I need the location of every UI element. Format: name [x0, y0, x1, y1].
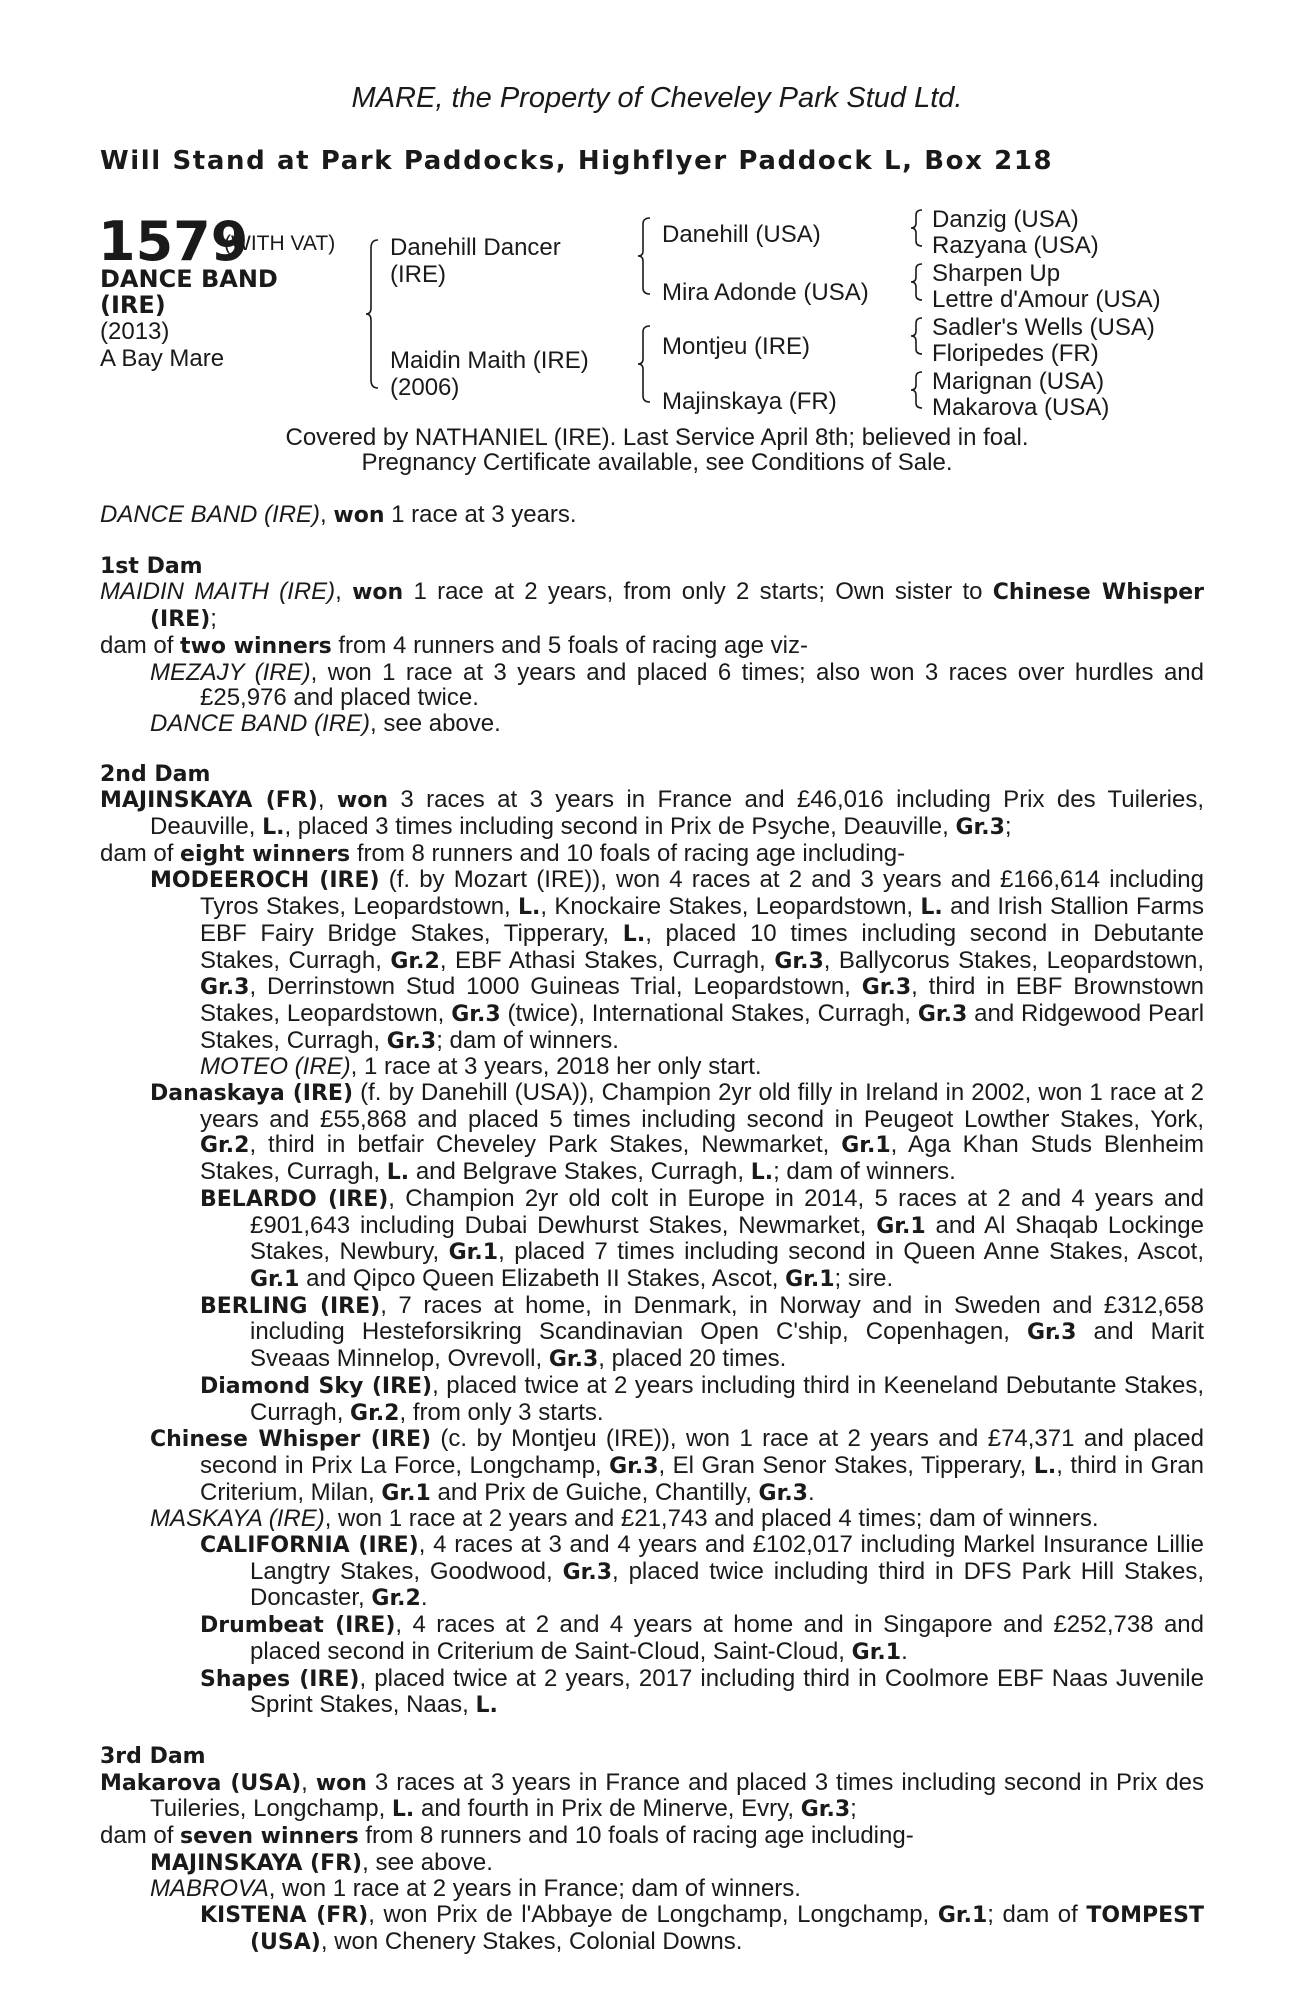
second-dam-produce-text: from 8 runners and 10 foals of racing age including- [356, 839, 906, 867]
danaskaya-text: ; dam of winners. [773, 1158, 956, 1186]
grade-3: Gr.3 [955, 815, 1005, 841]
grade-3: Gr.3 [800, 1797, 851, 1823]
tompest-text: , won Chenery Stakes, Colonial Downs. [320, 1927, 743, 1955]
kistena-text: , won Prix de l'Abbaye de Longchamp, Longchamp, [368, 1901, 930, 1929]
modeeroch-entry [100, 867, 1204, 1054]
modeeroch-text: ; dam of winners. [436, 1026, 619, 1054]
pedigree-dds: Marignan (USA) [932, 368, 1105, 395]
horse-country: (IRE) [100, 291, 166, 319]
first-dam-winners: two winners [180, 633, 332, 659]
grade-1: Gr.1 [250, 1266, 300, 1292]
first-dam-entry: MAIDIN MAITH (IRE), won 1 race at 2 years, from only 2 starts; Own sister to Chinese Whisper (IRE); [100, 578, 1205, 633]
grade-3: Gr.3 [451, 1001, 501, 1027]
second-dam-text2: , placed 3 times including second in Prix de Psyche, Deauville, [284, 813, 949, 841]
grade-1: Gr.1 [785, 1266, 835, 1292]
first-dam-sister: Chinese Whisper (IRE) [150, 580, 1205, 633]
lot-number: 1579 [98, 210, 249, 273]
modeeroch-text: (f. by Mozart (IRE)), won 4 races at 2 and 3 years and £166,614 including Tyros Stakes, Leopardstown, [200, 866, 1204, 921]
diamond-sky-text: , placed twice at 2 years including third in Keeneland Debutante Stakes, Curragh, [250, 1371, 1204, 1426]
pedigree-brace-sire [636, 216, 658, 296]
third-dam-heading: 3rd Dam [100, 1743, 206, 1769]
pedigree-brace-ds [908, 316, 928, 356]
danceband-name: DANCE BAND (IRE) [150, 709, 371, 737]
berling-name: BERLING (IRE) [200, 1293, 381, 1319]
grade-3: Gr.3 [917, 1001, 968, 1027]
grade-3: Gr.3 [758, 1480, 808, 1506]
danaskaya-name: Danaskaya (IRE) [150, 1081, 354, 1107]
covering-line-1: Covered by NATHANIEL (IRE). Last Service April 8th; believed in foal. [285, 424, 1029, 451]
drumbeat-text: . [901, 1637, 908, 1665]
first-dam-heading: 1st Dam [100, 553, 203, 579]
grade-3: Gr.3 [861, 975, 912, 1001]
pedigree-sire-country: (IRE) [390, 261, 446, 288]
grade-2: Gr.2 [200, 1133, 250, 1159]
third-dam-entry: Makarova (USA), won 3 races at 3 years in France and placed 3 times including second in Prix des Tuileries, Longchamp, L. and fourth in Prix de Minerve, Evry, Gr.3; [100, 1768, 1205, 1823]
horse-year: (2013) [100, 318, 170, 345]
danaskaya-text: , Aga Khan Studs Blenheim Stakes, Curragh, [200, 1131, 1204, 1186]
horse-name: DANCE BAND [100, 265, 278, 293]
shapes-name: Shapes (IRE) [200, 1666, 360, 1692]
danaskaya-text: (f. by Danehill (USA)), Champion 2yr old filly in Ireland in 2002, won 1 race at 2 years and £55,868 and placed 5 times including second in Peugeot Lowther Stakes, York, [200, 1079, 1204, 1133]
modeeroch-text: , Ballycorus Stakes, Leopardstown, [823, 946, 1205, 974]
modeeroch-text: , Knockaire Stakes, Leopardstown, [540, 893, 914, 921]
pedigree-dam: Maidin Maith (IRE) [390, 347, 589, 374]
moteo-name: MOTEO (IRE) [200, 1053, 351, 1081]
stand-location: Will Stand at Park Paddocks, Highflyer Paddock L, Box 218 [100, 146, 1054, 176]
second-dam-entry: MAJINSKAYA (FR), won 3 races at 3 years in France and £46,016 including Prix des Tuileries, Deauville, L., placed 3 times including second in Prix de Psyche, Deauville, Gr.3; [100, 786, 1205, 841]
maskaya-name: MASKAYA (IRE) [150, 1505, 325, 1533]
grade-2: Gr.2 [371, 1586, 421, 1612]
belardo-entry [100, 1186, 1204, 1293]
california-name: CALIFORNIA (IRE) [200, 1533, 419, 1559]
chinese-whisper-text: , third in Gran Criterium, Milan, [200, 1451, 1205, 1506]
diamond-sky-text: , from only 3 starts. [399, 1398, 604, 1426]
drumbeat-text: , 4 races at 2 and 4 years at home and in Singapore and £252,738 and placed second in Criterium de Saint-Cloud, Saint-Cloud, [250, 1611, 1204, 1665]
chinese-whisper-text: and Prix de Guiche, Chantilly, [437, 1478, 752, 1506]
shapes-entry [100, 1666, 1204, 1719]
second-dam-text1: 3 races at 3 years in France and £46,016 including Prix des Tuileries, Deauville, [150, 786, 1205, 841]
chinese-whisper-text: , El Gran Senor Stakes, Tipperary, [658, 1451, 1027, 1479]
pedigree-brace-dd [908, 370, 928, 410]
grade-1: Gr.1 [937, 1903, 988, 1929]
first-dam-produce [100, 633, 1204, 660]
majinskaya-text: , see above. [362, 1848, 493, 1876]
first-dam-won: won [352, 580, 404, 606]
mezajy-name: MEZAJY (IRE) [150, 658, 311, 686]
kistena-text: ; dam of [987, 1901, 1078, 1929]
pedigree-body [100, 502, 1204, 1956]
modeeroch-text: , EBF Athasi Stakes, Curragh, [439, 946, 766, 974]
majinskaya-name: MAJINSKAYA (FR) [150, 1850, 363, 1876]
danceband-entry [100, 711, 1204, 737]
second-dam-dam-of: dam of [100, 839, 174, 867]
grade-1: Gr.1 [381, 1480, 431, 1506]
grade-3: Gr.3 [562, 1559, 612, 1585]
majinskaya-entry [100, 1850, 1204, 1877]
pedigree-brace-dam [636, 324, 658, 404]
pedigree-sire: Danehill Dancer [390, 234, 561, 261]
grade-3: Gr.3 [386, 1028, 437, 1054]
grade-3: Gr.3 [1026, 1320, 1077, 1346]
belardo-text: and Al Shaqab Lockinge Stakes, Newbury, [250, 1211, 1204, 1266]
grade-1: Gr.1 [851, 1639, 902, 1665]
pedigree-brace-ss [908, 208, 928, 248]
california-text: , 4 races at 3 and 4 years and £102,017 including Markel Insurance Lillie Langtry Stakes, Goodwood, [250, 1531, 1205, 1585]
grade-listed: L. [622, 921, 646, 947]
mezajy-entry [100, 660, 1204, 711]
third-dam-text2: and fourth in Prix de Minerve, Evry, [420, 1795, 795, 1823]
mabrova-text: , won 1 race at 2 years in France; dam of winners. [268, 1875, 801, 1903]
pedigree-ddd: Makarova (USA) [932, 394, 1110, 421]
grade-listed: L. [518, 895, 541, 921]
belardo-text: , placed 7 times including second in Queen Anne Stakes, Ascot, [498, 1238, 1205, 1266]
modeeroch-text: and Ridgewood Pearl Stakes, Curragh, [200, 999, 1205, 1054]
intro-line: DANCE BAND (IRE), won 1 race at 3 years. [100, 501, 577, 528]
grade-3: Gr.3 [609, 1453, 659, 1479]
berling-text: and Marit Sveaas Minnelop, Ovrevoll, [250, 1318, 1205, 1373]
grade-listed: L. [1033, 1453, 1057, 1479]
california-text: , placed twice including third in DFS Park Hill Stakes, Doncaster, [250, 1557, 1204, 1612]
pedigree-sire-dam: Mira Adonde (USA) [662, 279, 869, 306]
mabrova-entry [100, 1876, 1204, 1902]
first-dam-produce-text: from 4 runners and 5 foals of racing age viz- [338, 631, 808, 659]
horse-description: A Bay Mare [100, 345, 225, 372]
grade-listed: L. [920, 895, 943, 921]
grade-listed: L. [750, 1160, 774, 1186]
first-dam-name: MAIDIN MAITH (IRE) [100, 578, 336, 606]
modeeroch-text: and Irish Stallion Farms EBF Fairy Bridge Stakes, Tipperary, [200, 893, 1204, 947]
chinese-whisper-name: Chinese Whisper (IRE) [150, 1427, 432, 1453]
modeeroch-text: , Derrinstown Stud 1000 Guineas Trial, Leopardstown, [249, 973, 851, 1001]
drumbeat-name: Drumbeat (IRE) [200, 1613, 396, 1639]
pedigree-brace-sd [908, 262, 928, 302]
kistena-entry [100, 1902, 1204, 1955]
danaskaya-text: , third in betfair Cheveley Park Stakes, Newmarket, [249, 1131, 830, 1159]
belardo-text: ; sire. [834, 1264, 894, 1292]
danaskaya-text: and Belgrave Stakes, Curragh, [415, 1158, 745, 1186]
grade-2: Gr.2 [350, 1400, 400, 1426]
grade-3: Gr.3 [774, 948, 824, 974]
third-dam-text1: 3 races at 3 years in France and placed 3 times including second in Prix des Tuileries, Longchamp, [150, 1768, 1205, 1823]
pedigree-dam-dam: Majinskaya (FR) [662, 388, 837, 415]
third-dam-won: won [315, 1770, 367, 1796]
grade-3: Gr.3 [200, 975, 250, 1001]
second-dam-won: won [336, 788, 388, 814]
drumbeat-entry [100, 1612, 1204, 1665]
chinese-whisper-entry [100, 1426, 1204, 1506]
maskaya-text: , won 1 race at 2 years and £21,743 and placed 4 times; dam of winners. [324, 1505, 1099, 1533]
berling-text: , 7 races at home, in Denmark, in Norway and in Sweden and £312,658 including Hesteforsikring Scandinavian Open C'ship, Copenhagen, [250, 1291, 1204, 1346]
grade-3: Gr.3 [548, 1347, 599, 1373]
modeeroch-text: (twice), International Stakes, Curragh, [507, 999, 911, 1027]
kistena-name: KISTENA (FR) [200, 1903, 369, 1929]
third-dam-dam-of: dam of [100, 1822, 174, 1850]
california-entry [100, 1532, 1204, 1612]
pedigree-dam-sire: Montjeu (IRE) [662, 333, 811, 360]
pedigree-brace-main [364, 238, 388, 390]
belardo-text: and Qipco Queen Elizabeth II Stakes, Ascot, [306, 1264, 779, 1292]
grade-1: Gr.1 [448, 1240, 499, 1266]
pedigree-sss: Danzig (USA) [932, 206, 1079, 233]
second-dam-heading: 2nd Dam [100, 761, 211, 787]
pedigree-dam-year: (2006) [390, 374, 460, 401]
grade-1: Gr.1 [876, 1213, 926, 1239]
pedigree-dss: Sadler's Wells (USA) [932, 314, 1155, 341]
grade-listed: L. [391, 1797, 415, 1823]
tompest-name: TOMPEST (USA) [250, 1903, 1205, 1955]
pedigree-ssd: Razyana (USA) [932, 232, 1099, 259]
california-text: . [420, 1584, 428, 1612]
grade-2: Gr.2 [390, 948, 440, 974]
mabrova-name: MABROVA [150, 1875, 269, 1903]
third-dam-produce-text: from 8 runners and 10 foals of racing age including- [365, 1822, 914, 1850]
grade-listed: L. [262, 815, 285, 841]
danceband-text: , see above. [370, 709, 501, 737]
second-dam-winners: eight winners [180, 841, 351, 867]
shapes-text: , placed twice at 2 years, 2017 including third in Coolmore EBF Naas Juvenile Sprint Stakes, Naas, [250, 1664, 1204, 1719]
mezajy-text: , won 1 race at 3 years and placed 6 times; also won 3 races over hurdles and £25,976 and placed twice. [200, 658, 1205, 712]
belardo-text: , Champion 2yr old colt in Europe in 2014, 5 races at 2 and 4 years and £901,643 including Dubai Dewhurst Stakes, Newmarket, [250, 1184, 1205, 1239]
third-dam-winners: seven winners [180, 1824, 359, 1850]
vat-note: (WITH VAT) [224, 232, 336, 255]
intro-won: won [333, 503, 385, 528]
modeeroch-text: , placed 10 times including second in Debutante Stakes, Curragh, [200, 919, 1204, 974]
second-dam-produce [100, 841, 1204, 868]
grade-listed: L. [475, 1693, 498, 1719]
pedigree-sdd: Lettre d'Amour (USA) [932, 286, 1161, 313]
third-dam-produce [100, 1823, 1204, 1850]
covering-note [0, 425, 1314, 475]
chinese-whisper-text: . [807, 1478, 815, 1506]
diamond-sky-entry [100, 1373, 1204, 1426]
maskaya-entry [100, 1506, 1204, 1532]
grade-listed: L. [386, 1160, 410, 1186]
belardo-name: BELARDO (IRE) [200, 1186, 389, 1212]
first-dam-text: 1 race at 2 years, from only 2 starts; Own sister to [413, 578, 983, 606]
third-dam-name: Makarova (USA) [100, 1770, 302, 1796]
page-title: MARE, the Property of Cheveley Park Stud Ltd. [351, 82, 963, 114]
diamond-sky-name: Diamond Sky (IRE) [200, 1373, 433, 1399]
moteo-text: , 1 race at 3 years, 2018 her only start. [350, 1053, 762, 1081]
intro-rest: 1 race at 3 years. [391, 501, 577, 528]
moteo-entry [100, 1054, 1204, 1080]
covering-line-2: Pregnancy Certificate available, see Conditions of Sale. [361, 449, 953, 476]
pedigree-dsd: Floripedes (FR) [932, 340, 1099, 367]
danaskaya-entry [100, 1080, 1204, 1186]
pedigree-sire-sire: Danehill (USA) [662, 221, 821, 248]
chinese-whisper-text: (c. by Montjeu (IRE)), won 1 race at 2 years and £74,371 and placed second in Prix La Force, Longchamp, [200, 1425, 1204, 1479]
modeeroch-name: MODEEROCH (IRE) [150, 868, 380, 894]
first-dam-dam-of: dam of [100, 631, 174, 659]
berling-text: , placed 20 times. [598, 1345, 787, 1373]
second-dam-name: MAJINSKAYA (FR) [100, 788, 318, 814]
intro-name: DANCE BAND (IRE) [100, 501, 321, 528]
pedigree-sds: Sharpen Up [932, 260, 1061, 287]
modeeroch-text: , third in EBF Brownstown Stakes, Leopardstown, [200, 973, 1204, 1027]
berling-entry [100, 1293, 1204, 1373]
grade-1: Gr.1 [841, 1133, 891, 1159]
